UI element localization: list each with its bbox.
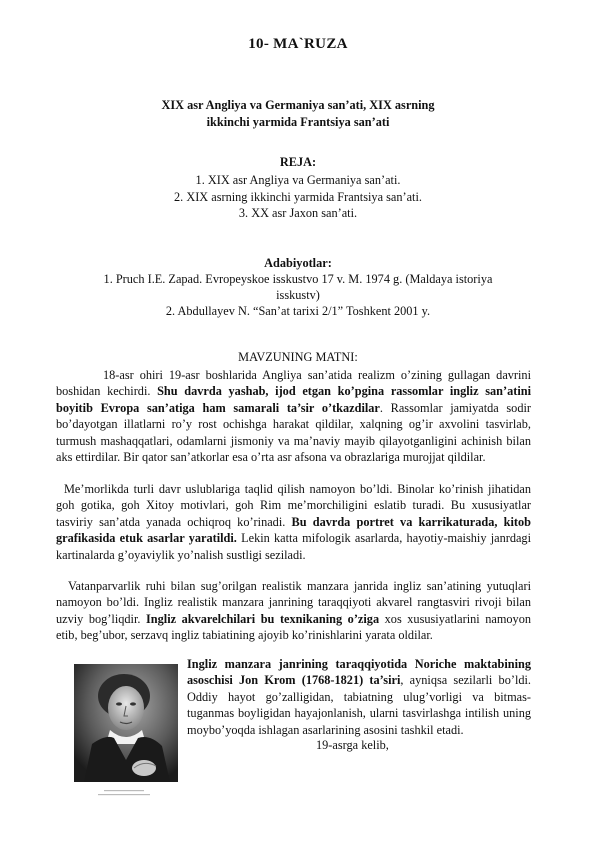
portrait-image [74, 664, 178, 782]
topic-line-2: ikkinchi yarmida Frantsiya san’ati [206, 114, 390, 129]
paragraph-1 [56, 367, 531, 465]
paragraph-4 [187, 656, 531, 738]
plan-list [0, 172, 596, 222]
paragraph-text: . Rassomlar jamiyatda sodir bo’dayotgan illatlarni ro’y rost ochishga harakat qildilar, xalqning og’ir axvolini tasvirlab, turmush mashaqqatlari, odamlarni jismoniy va ma’naviy mayib qilayotganligini achinish bilan aks ettirdilar. Bir qator san’atkorlar esa o’rta asr afsona va obrazlariga murojjat qildilar. [56, 400, 531, 465]
portrait-caption-mark [96, 784, 152, 792]
paragraph-text: 18-asr ohiri 19-asr boshlarida Angliya san’atida realizm o’zining gullagan davrini boshidan kechirdi. [56, 368, 531, 399]
plan-item: 3. XX asr Jaxon san’ati. [238, 206, 358, 220]
paragraph-text: Vatanparvarlik ruhi bilan sug’orilgan realistik manzara janrida ingliz san’atining yutuqlari namoyon bo’ldi. Ingliz realistik manzara janrining taraqqiyoti akvarel rangtasviri rivoji bilan uzviy bog’liqdir. [56, 579, 531, 626]
paragraph-bold-text: Bu davrda portret va karrikaturada, kitob grafikasida etuk asarlar yaratildi. [56, 514, 531, 546]
literature-list [90, 271, 506, 319]
paragraph-bold-text: Ingliz akvarelchilari bu texnikaning o’ziga [146, 611, 380, 626]
literature-item: 2. Abdullayev N. “San’at tarixi 2/1” Toshkent 2001 y. [165, 304, 431, 318]
plan-heading: REJA: [279, 155, 317, 169]
paragraph-text: , ayniqsa sezilarli bo’ldi. Oddiy hayot go’zalligidan, tabiatning ulug’vorligi va bitmas-tuganmas boyligidan hayajonlanish, ularni tasvirlashga intilish uning moybo’yoqda ishlagan asarlarining asosini tashkil etadi. [187, 673, 531, 737]
paragraph-text: xos xususiyatlarini namoyon etib, beg’ubor, serzavq ingliz tabiatining ajoyib ko’rinishlarini yarata oldilar. [56, 611, 531, 643]
main-heading: MAVZUNING MATNI: [238, 350, 358, 364]
paragraph-3 [56, 578, 531, 644]
paragraph-bold-text: Shu davrda yashab, ijod etgan ko’pgina rassomlar ingliz san’atini boyitib Evropa san’atiga ham samarali ta’sir o’tkazdilar [56, 384, 531, 415]
paragraph-5: 19-asrga kelib, [316, 738, 389, 752]
paragraph-text: Me’morlikda turli davr uslublariga taqlid qilish namoyon bo’ldi. Binolar ko’rinish jihatidan goh gotika, goh Xitoy motivlari, goh Rim me’morchiligini eslatib turadi. Bu xususiyatlar tasviriy san’atda yanada ochiqroq ko’rinadi. [56, 482, 531, 529]
paragraph-bold-text: Ingliz manzara janrining taraqqiyotida Noriche maktabining asoschisi Jon Krom (1768-1821) ta’siri [187, 657, 531, 688]
topic-title [0, 97, 596, 130]
topic-line-1: XIX asr Angliya va Germaniya san’ati, XIX asrning [161, 98, 435, 112]
lecture-title: 10- MA`RUZA [248, 36, 348, 52]
paragraph-2 [56, 481, 531, 563]
literature-item: 1. Pruch I.E. Zapad. Evropeyskoe isskustvo 17 v. M. 1974 g. (Maldaya istoriya isskustv) [103, 272, 493, 302]
plan-item: 2. XIX asrning ikkinchi yarmida Frantsiya san’ati. [174, 189, 422, 204]
plan-item: 1. XIX asr Angliya va Germaniya san’ati. [195, 173, 401, 187]
paragraph-text: Lekin katta mifologik asarlarda, hayotiy-maishiy janrdagi kartinalarda g’oyaviylik yo’nalish sustligi seziladi. [56, 531, 531, 562]
literature-heading: Adabiyotlar: [264, 256, 332, 270]
